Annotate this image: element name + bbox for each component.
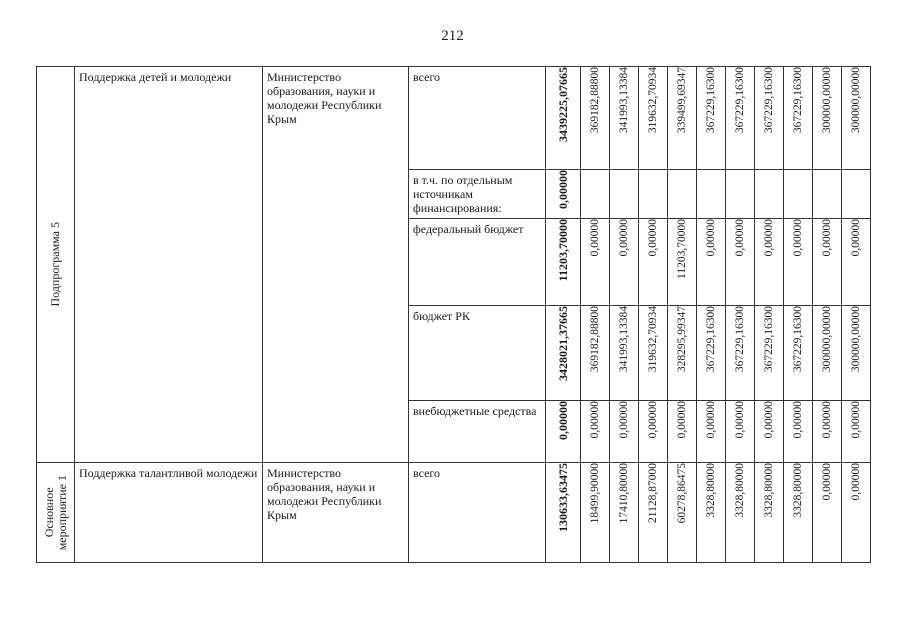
year-value: 339499,69347 <box>676 67 688 134</box>
year-value-cell <box>668 401 697 463</box>
funding-source: внебюджетные средства <box>413 404 537 418</box>
year-value: 0,00000 <box>792 219 804 257</box>
year-value-cell <box>697 463 726 563</box>
table-row <box>37 67 871 170</box>
year-value-cell <box>610 67 639 170</box>
year-value-cell <box>610 401 639 463</box>
year-value: 3328,80000 <box>792 463 804 518</box>
year-value-cell <box>639 463 668 563</box>
funding-source-cell <box>409 67 546 170</box>
year-value: 369182,88800 <box>589 67 601 134</box>
program-name: Поддержка детей и молодежи <box>79 70 232 84</box>
total-value-cell <box>546 67 581 170</box>
year-value-cell <box>668 219 697 306</box>
year-value-cell <box>813 170 842 219</box>
total-value: 3439225,07665 <box>555 67 570 142</box>
year-value: 0,00000 <box>676 401 688 439</box>
year-value: 367229,16300 <box>792 306 804 373</box>
year-value: 367229,16300 <box>792 67 804 134</box>
funding-source-cell <box>409 306 546 401</box>
year-value: 0,00000 <box>705 219 717 257</box>
year-value: 0,00000 <box>734 219 746 257</box>
total-value-cell <box>546 219 581 306</box>
year-value: 0,00000 <box>763 401 775 439</box>
executor-name: Министерство образования, науки и молодежи Республики Крым <box>267 70 382 126</box>
year-value-cell <box>639 170 668 219</box>
year-value-cell <box>842 219 871 306</box>
year-value-cell <box>668 306 697 401</box>
year-value-cell <box>755 170 784 219</box>
year-value-cell <box>784 463 813 563</box>
year-value: 3328,80000 <box>763 463 775 518</box>
year-value-cell <box>668 463 697 563</box>
year-value-cell <box>784 219 813 306</box>
total-value-cell <box>546 463 581 563</box>
year-value-cell <box>726 463 755 563</box>
funding-source: бюджет РК <box>413 309 470 323</box>
year-value: 0,00000 <box>618 219 630 257</box>
year-value-cell <box>726 170 755 219</box>
year-value: 369182,88800 <box>589 306 601 373</box>
total-value-cell <box>546 401 581 463</box>
year-value: 300000,00000 <box>850 67 862 134</box>
year-value-cell <box>813 67 842 170</box>
year-value-cell <box>755 401 784 463</box>
page-number: 212 <box>441 28 464 44</box>
funding-source-cell <box>409 219 546 306</box>
executor-cell <box>263 67 409 463</box>
year-value: 60278,86475 <box>676 463 688 524</box>
year-value-cell <box>697 306 726 401</box>
year-value: 0,00000 <box>734 401 746 439</box>
funding-source: в т.ч. по отдельным источникам финансирования: <box>413 173 513 215</box>
year-value: 0,00000 <box>763 219 775 257</box>
year-value: 0,00000 <box>821 401 833 439</box>
row-label-line: Основное <box>41 487 56 538</box>
year-value-cell <box>697 401 726 463</box>
program-name-cell <box>75 463 263 563</box>
year-value-cell <box>639 401 668 463</box>
row-label-cell <box>37 463 75 563</box>
year-value: 0,00000 <box>647 401 659 439</box>
year-value-cell <box>581 306 610 401</box>
total-value: 11203,70000 <box>555 219 570 282</box>
row-label <box>43 475 69 550</box>
total-value-cell <box>546 170 581 219</box>
year-value-cell <box>581 170 610 219</box>
funding-source: всего <box>413 70 441 84</box>
row-label: Подпрограмма 5 <box>48 222 62 307</box>
year-value: 3328,80000 <box>705 463 717 518</box>
executor-name: Министерство образования, науки и молодежи Республики Крым <box>267 466 382 522</box>
year-value: 18499,90000 <box>589 463 601 524</box>
year-value: 319632,70934 <box>647 306 659 373</box>
total-value: 0,00000 <box>555 401 570 440</box>
year-value: 0,00000 <box>850 219 862 257</box>
year-value: 0,00000 <box>792 401 804 439</box>
budget-table <box>36 66 871 563</box>
year-value-cell <box>697 67 726 170</box>
year-value-cell <box>842 67 871 170</box>
year-value-cell <box>581 401 610 463</box>
total-value: 3428021,37665 <box>555 306 570 381</box>
year-value-cell <box>581 463 610 563</box>
year-value-cell <box>813 463 842 563</box>
year-value-cell <box>726 67 755 170</box>
year-value: 0,00000 <box>589 401 601 439</box>
year-value: 367229,16300 <box>734 67 746 134</box>
year-value: 300000,00000 <box>850 306 862 373</box>
year-value-cell <box>581 219 610 306</box>
year-value: 21128,87000 <box>647 463 659 523</box>
year-value: 300000,00000 <box>821 67 833 134</box>
year-value-cell <box>726 401 755 463</box>
year-value: 17410,80000 <box>618 463 630 524</box>
year-value-cell <box>610 219 639 306</box>
funding-source-cell <box>409 463 546 563</box>
year-value-cell <box>639 306 668 401</box>
year-value: 319632,70934 <box>647 67 659 134</box>
year-value: 0,00000 <box>850 401 862 439</box>
year-value-cell <box>639 219 668 306</box>
year-value-cell <box>755 219 784 306</box>
funding-source-cell <box>409 170 546 219</box>
year-value-cell <box>697 219 726 306</box>
year-value: 0,00000 <box>705 401 717 439</box>
year-value: 367229,16300 <box>763 306 775 373</box>
year-value-cell <box>784 401 813 463</box>
table-row <box>37 463 871 563</box>
year-value-cell <box>755 463 784 563</box>
year-value: 328295,99347 <box>676 306 688 373</box>
year-value-cell <box>842 463 871 563</box>
year-value: 367229,16300 <box>705 306 717 373</box>
year-value-cell <box>726 219 755 306</box>
program-name: Поддержка талантливой молодежи <box>79 466 258 480</box>
row-label-cell <box>37 67 75 463</box>
year-value: 0,00000 <box>647 219 659 257</box>
year-value-cell <box>755 306 784 401</box>
year-value-cell <box>755 67 784 170</box>
year-value-cell <box>726 306 755 401</box>
year-value-cell <box>697 170 726 219</box>
year-value: 341993,13384 <box>618 67 630 134</box>
year-value: 0,00000 <box>850 463 862 501</box>
year-value: 0,00000 <box>821 463 833 501</box>
year-value-cell <box>784 306 813 401</box>
year-value-cell <box>668 67 697 170</box>
funding-source: федеральный бюджет <box>413 222 524 236</box>
total-value: 0,00000 <box>555 170 570 209</box>
year-value: 11203,70000 <box>676 219 688 279</box>
year-value: 367229,16300 <box>763 67 775 134</box>
total-value-cell <box>546 306 581 401</box>
year-value-cell <box>668 170 697 219</box>
funding-source: всего <box>413 466 441 480</box>
year-value-cell <box>610 170 639 219</box>
funding-source-cell <box>409 401 546 463</box>
year-value: 367229,16300 <box>734 306 746 373</box>
year-value: 0,00000 <box>618 401 630 439</box>
year-value: 341993,13384 <box>618 306 630 373</box>
year-value-cell <box>842 401 871 463</box>
year-value-cell <box>581 67 610 170</box>
total-value: 130633,63475 <box>555 463 570 532</box>
year-value-cell <box>784 170 813 219</box>
year-value-cell <box>610 463 639 563</box>
year-value-cell <box>813 401 842 463</box>
executor-cell <box>263 463 409 563</box>
year-value-cell <box>842 170 871 219</box>
year-value: 3328,80000 <box>734 463 746 518</box>
year-value: 0,00000 <box>821 219 833 257</box>
year-value-cell <box>784 67 813 170</box>
year-value-cell <box>813 306 842 401</box>
year-value-cell <box>813 219 842 306</box>
year-value-cell <box>610 306 639 401</box>
year-value: 0,00000 <box>589 219 601 257</box>
year-value: 300000,00000 <box>821 306 833 373</box>
row-label-line: мероприятие 1 <box>54 474 69 551</box>
year-value-cell <box>639 67 668 170</box>
program-name-cell <box>75 67 263 463</box>
year-value: 367229,16300 <box>705 67 717 134</box>
year-value-cell <box>842 306 871 401</box>
